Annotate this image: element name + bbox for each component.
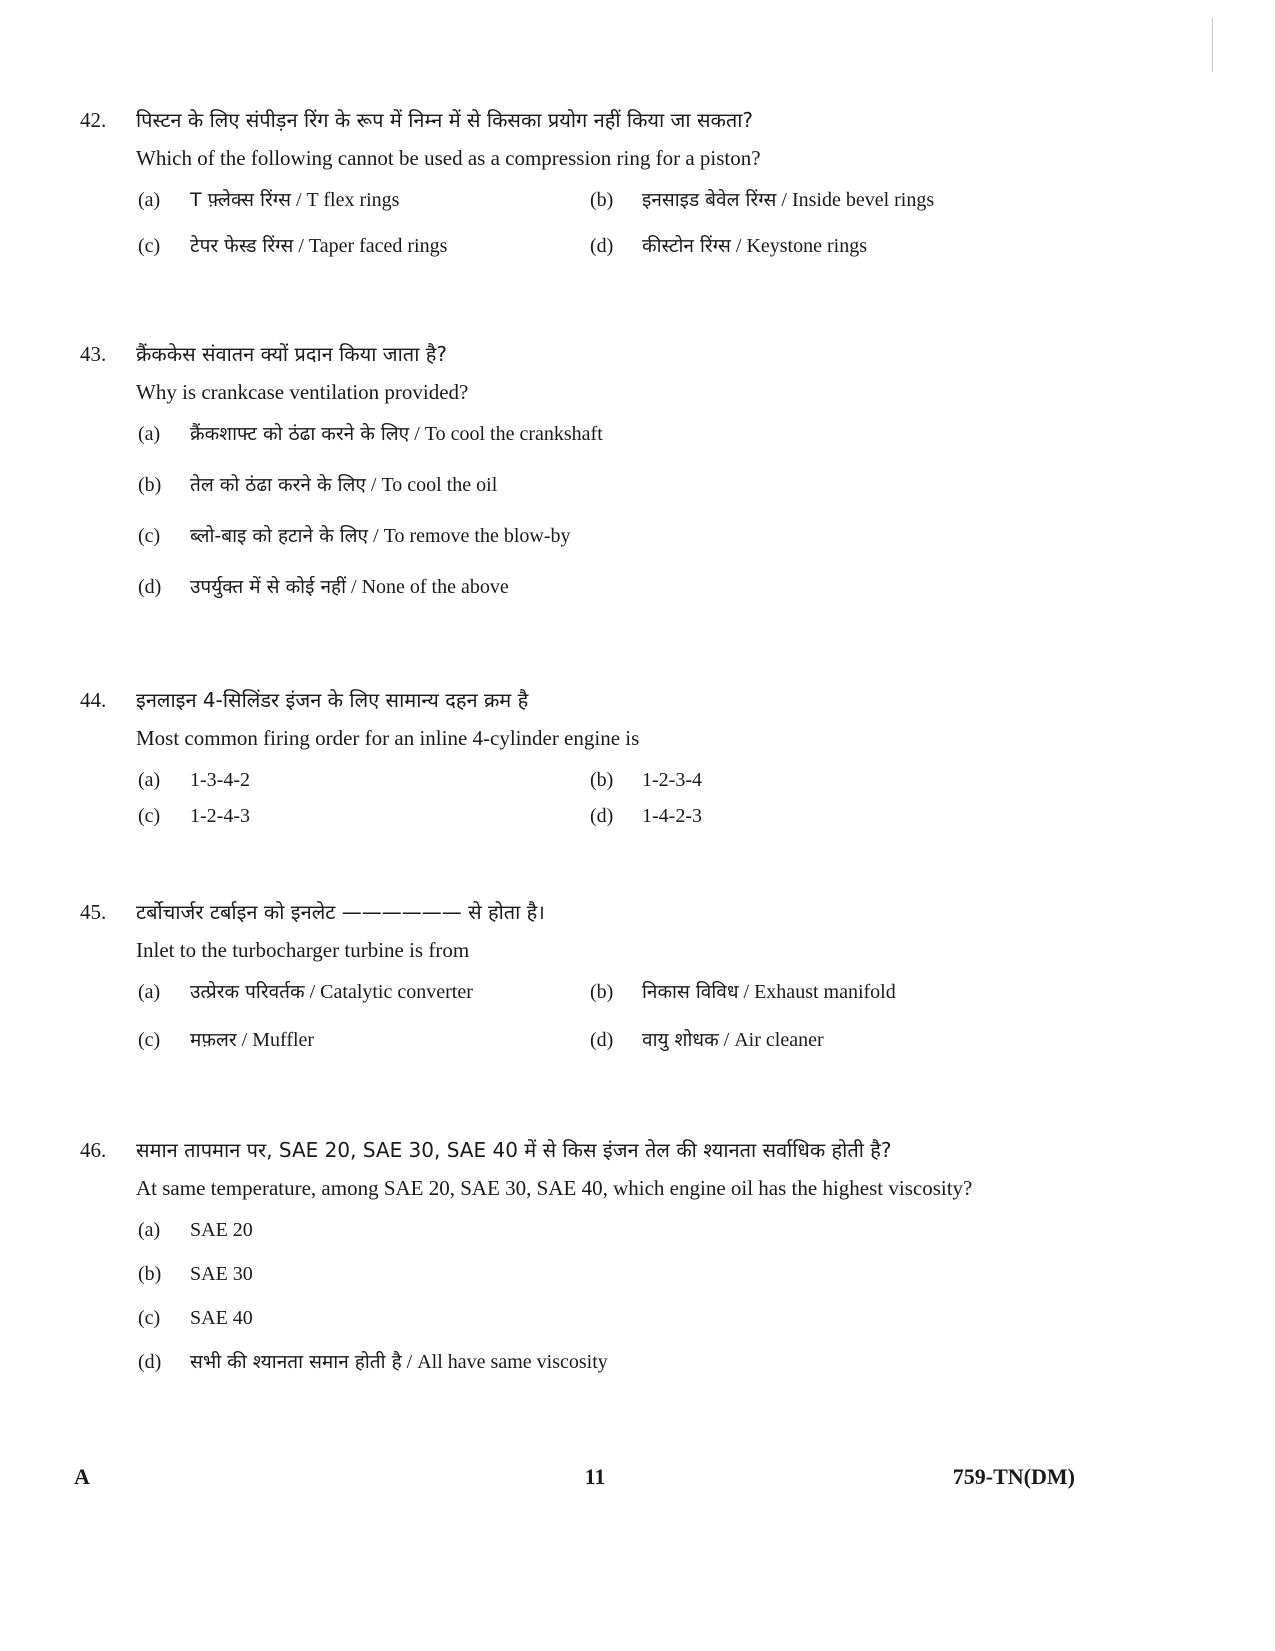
option-text-english: None of the above [361,576,509,598]
option-text: SAE 30 [190,1263,253,1285]
option-label: (a) [138,981,161,1003]
options-grid [138,978,1140,1054]
option-a: (a) उत्प्रेरक परिवर्तक / Catalytic converter [138,978,590,1006]
option-text-hindi: मफ़लर [190,1029,237,1051]
option-text-hindi: क्रैंकशाफ्ट को ठंढा करने के लिए [190,423,410,445]
option-label: (b) [138,1263,162,1285]
option-label: (c) [138,1307,161,1329]
option-a: (a) T फ़्लेक्स रिंग्स / T flex rings [138,186,590,214]
option-label: (d) [590,805,614,827]
option-label: (b) [590,769,614,791]
option-label: (a) [138,1219,161,1241]
page-number: 11 [584,1464,606,1489]
option-label: (c) [138,805,161,827]
option-label: (b) [590,981,614,1003]
option-text: SAE 40 [190,1307,253,1329]
question-46 [80,1136,1140,1376]
option-c: (c) ब्लो-बाइ को हटाने के लिए / To remove the blow-by [138,522,1140,550]
scan-edge-mark [1212,18,1213,72]
option-d: (d) सभी की श्यानता समान होती है / All have same viscosity [138,1348,1140,1376]
question-text-hindi: पिस्टन के लिए संपीड़न रिंग के रूप में निम्न में से किसका प्रयोग नहीं किया जा सकता? [136,108,754,132]
option-label: (b) [138,474,162,496]
option-text-hindi: निकास विविध [642,981,739,1003]
question-42 [80,106,1140,260]
option-b [138,1260,1140,1288]
option-text-english: To remove the blow-by [383,525,571,547]
option-a: (a) क्रैंकशाफ्ट को ठंढा करने के लिए / To cool the crankshaft [138,420,1140,448]
option-a [138,766,590,794]
option-text: 1-2-3-4 [642,769,702,791]
question-text-english: Inlet to the turbocharger turbine is from [136,938,470,962]
question-44 [80,686,1140,830]
question-number: 42. [80,108,107,132]
option-label: (c) [138,525,161,547]
option-c [138,802,590,830]
question-number: 44. [80,688,107,712]
option-label: (a) [138,423,161,445]
option-text-english: Exhaust manifold [754,981,896,1003]
option-b [590,766,1090,794]
option-text-hindi: T फ़्लेक्स रिंग्स [190,189,291,211]
question-number: 46. [80,1138,107,1162]
option-a [138,1216,1140,1244]
option-d: (d) उपर्युक्त में से कोई नहीं / None of the above [138,573,1140,601]
option-text-hindi: उपर्युक्त में से कोई नहीं [190,576,346,598]
option-label: (a) [138,769,161,791]
option-text-english: Catalytic converter [320,981,473,1003]
question-text-english: Which of the following cannot be used as a compression ring for a piston? [136,146,761,170]
option-text-english: To cool the oil [381,474,498,496]
option-text-english: Air cleaner [734,1029,824,1051]
option-label: (c) [138,1029,161,1051]
question-43 [80,340,1140,601]
option-text-hindi: उत्प्रेरक परिवर्तक [190,981,305,1003]
option-text-english: Muffler [252,1029,315,1051]
option-text-english: To cool the crankshaft [424,423,603,445]
option-b: (b) इनसाइड बेवेल रिंग्स / Inside bevel rings [590,186,1090,214]
option-label: (c) [138,235,161,257]
option-b: (b) तेल को ठंढा करने के लिए / To cool the oil [138,471,1140,499]
option-c: (c) मफ़लर / Muffler [138,1026,590,1054]
option-text-english: T flex rings [306,189,400,211]
options-list [138,420,1140,601]
option-text-english: All have same viscosity [417,1351,608,1373]
booklet-series: A [74,1464,90,1489]
option-label: (d) [138,576,162,598]
option-label: (d) [590,235,614,257]
option-b: (b) निकास विविध / Exhaust manifold [590,978,1090,1006]
question-text-english: Why is crankcase ventilation provided? [136,380,469,404]
question-text-hindi: समान तापमान पर, SAE 20, SAE 30, SAE 40 में से किस इंजन तेल की श्यानता सर्वाधिक होती है? [136,1138,892,1162]
option-text: 1-4-2-3 [642,805,702,827]
question-text-hindi: टर्बोचार्जर टर्बाइन को इनलेट —————— से होता है। [136,900,545,924]
options-grid [138,186,1140,260]
option-label: (d) [590,1029,614,1051]
option-d [590,802,1090,830]
question-text-hindi: क्रैंककेस संवातन क्यों प्रदान किया जाता है? [136,342,447,366]
option-label: (a) [138,189,161,211]
question-text-english: Most common firing order for an inline 4-cylinder engine is [136,726,640,750]
option-text-english: Inside bevel rings [791,189,935,211]
option-text-english: Keystone rings [746,235,867,257]
question-number: 45. [80,900,107,924]
option-c [138,1304,1140,1332]
option-label: (b) [590,189,614,211]
option-text-hindi: तेल को ठंढा करने के लिए [190,474,366,496]
option-c: (c) टेपर फेस्ड रिंग्स / Taper faced rings [138,232,590,260]
question-number: 43. [80,342,107,366]
option-text-english: Taper faced rings [308,235,448,257]
option-text: 1-2-4-3 [190,805,250,827]
paper-code: 759-TN(DM) [952,1464,1075,1489]
option-text-hindi: सभी की श्यानता समान होती है [190,1351,402,1373]
option-d: (d) वायु शोधक / Air cleaner [590,1026,1090,1054]
option-text-hindi: वायु शोधक [642,1029,719,1051]
option-text: 1-3-4-2 [190,769,250,791]
option-text-hindi: टेपर फेस्ड रिंग्स [190,235,294,257]
options-grid [138,766,1140,830]
option-text-hindi: ब्लो-बाइ को हटाने के लिए [190,525,369,547]
option-label: (d) [138,1351,162,1373]
option-text-hindi: इनसाइड बेवेल रिंग्स [642,189,777,211]
option-text: SAE 20 [190,1219,253,1241]
options-list [138,1216,1140,1376]
question-text-hindi: इनलाइन 4-सिलिंडर इंजन के लिए सामान्य दहन क्रम है [136,688,529,712]
question-45 [80,898,1140,1054]
question-text-english: At same temperature, among SAE 20, SAE 30, SAE 40, which engine oil has the highest viscosity? [136,1176,973,1200]
option-text-hindi: कीस्टोन रिंग्स [642,235,731,257]
option-d: (d) कीस्टोन रिंग्स / Keystone rings [590,232,1090,260]
